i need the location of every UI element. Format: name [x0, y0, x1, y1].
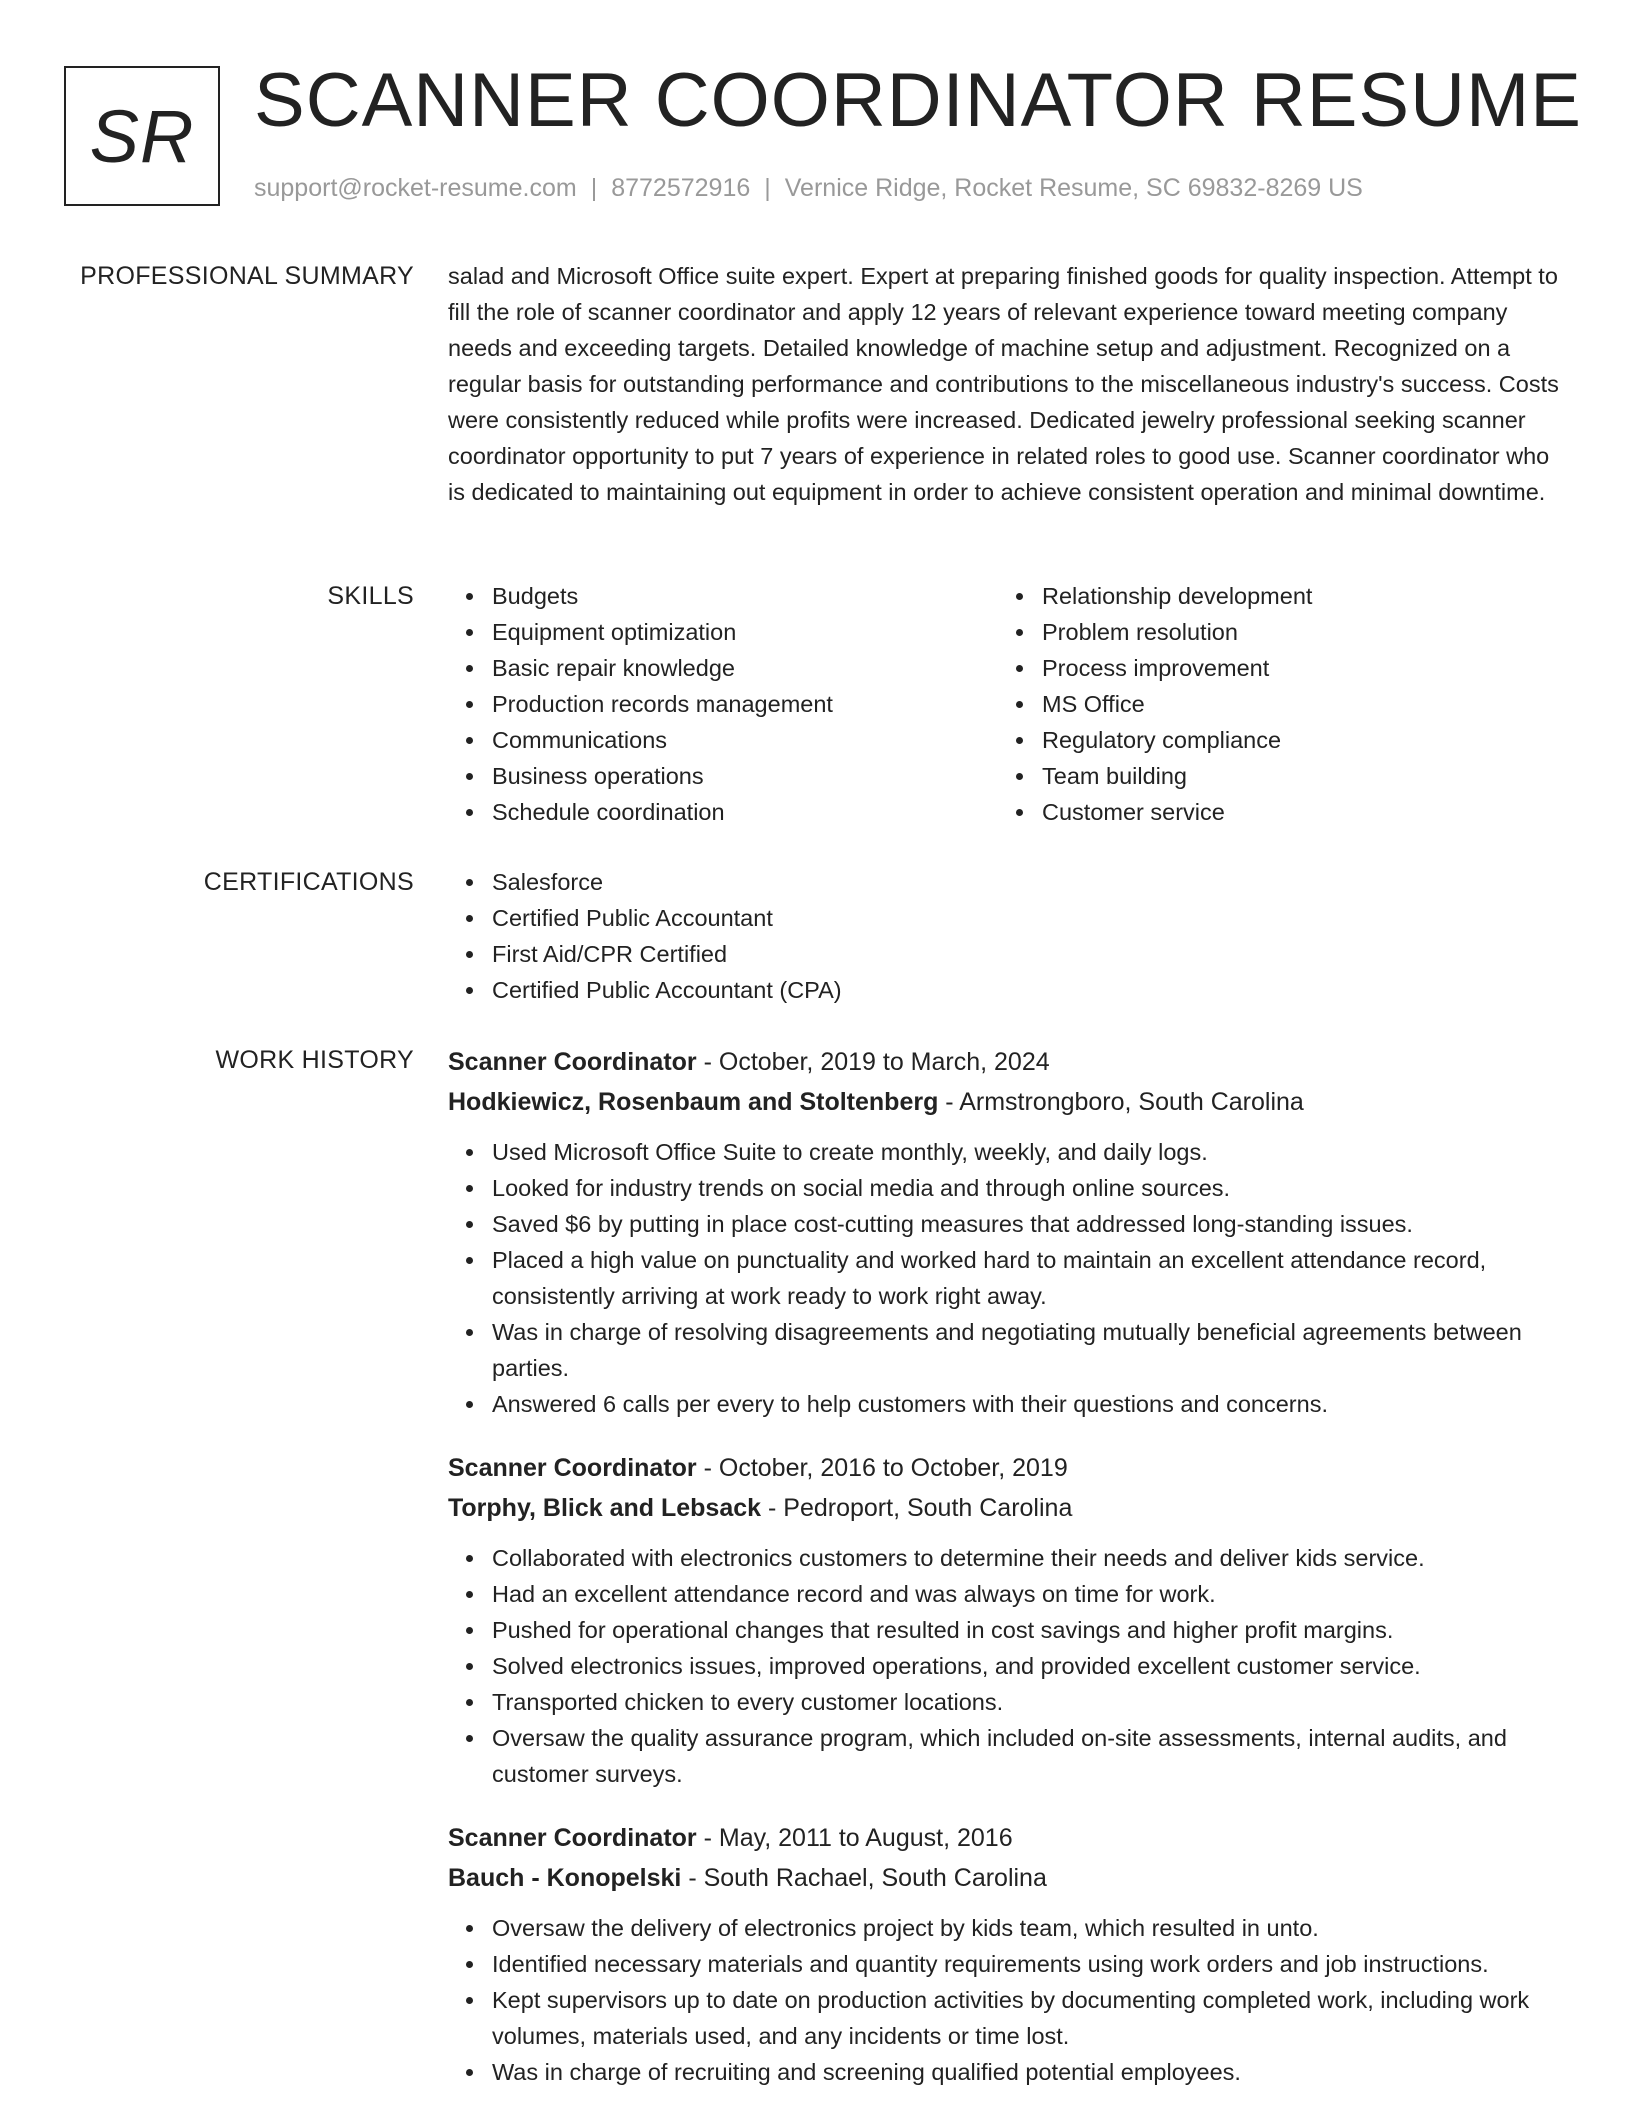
job-bullet: Transported chicken to every customer locations. [492, 1684, 1568, 1720]
job-bullet: Placed a high value on punctuality and worked hard to maintain an excellent attendance record, consistently arriving at work ready to work right away. [492, 1242, 1568, 1314]
job-title: Scanner Coordinator [448, 1048, 697, 1076]
job-company-line [448, 1858, 1568, 1898]
job-bullet: Collaborated with electronics customers to determine their needs and deliver kids service. [492, 1540, 1568, 1576]
job-entry [448, 1818, 1568, 2090]
certifications-label: CERTIFICATIONS [203, 868, 414, 896]
skills-column-right [998, 578, 1548, 830]
job-bullet: Used Microsoft Office Suite to create monthly, weekly, and daily logs. [492, 1134, 1568, 1170]
job-company: Hodkiewicz, Rosenbaum and Stoltenberg [448, 1088, 939, 1116]
skill-item: Budgets [492, 578, 998, 614]
job-bullets [448, 1134, 1568, 1422]
contact-separator: | [764, 174, 771, 202]
job-bullet: Oversaw the delivery of electronics project by kids team, which resulted in unto. [492, 1910, 1568, 1946]
initials-text: SR [89, 94, 195, 178]
work-history-label: WORK HISTORY [215, 1046, 414, 1074]
certification-item: First Aid/CPR Certified [492, 936, 1568, 972]
job-title-line [448, 1818, 1568, 1858]
job-bullet: Looked for industry trends on social media and through online sources. [492, 1170, 1568, 1206]
skill-item: Basic repair knowledge [492, 650, 998, 686]
skills-column-left [448, 578, 998, 830]
skill-item: Business operations [492, 758, 998, 794]
skill-item: Production records management [492, 686, 998, 722]
job-title: Scanner Coordinator [448, 1824, 697, 1852]
contact-line [254, 174, 1363, 203]
job-company: Bauch - Konopelski [448, 1864, 682, 1892]
job-title: Scanner Coordinator [448, 1454, 697, 1482]
summary-text: salad and Microsoft Office suite expert. Expert at preparing finished goods for quality inspection. Attempt to fill the role of scanner coordinator and apply 12 years of relevant experience toward meeting company needs and exceeding targets. Detailed knowledge of machine setup and adjustment. Recognized on a regular basis for outstanding performance and contributions to the miscellaneous industry's success. Costs were consistently reduced while profits were increased. Dedicated jewelry professional seeking scanner coordinator opportunity to put 7 years of experience in related roles to good use. Scanner coordinator who is dedicated to maintaining out equipment in order to achieve consistent operation and minimal downtime. [448, 263, 1559, 505]
skill-item: Process improvement [1042, 650, 1548, 686]
job-bullet: Was in charge of recruiting and screening qualified potential employees. [492, 2054, 1568, 2090]
contact-separator: | [590, 174, 598, 202]
job-dates: - October, 2016 to October, 2019 [696, 1454, 1068, 1482]
job-bullet: Kept supervisors up to date on production activities by documenting completed work, including work volumes, materials used, and any incidents or time lost. [492, 1982, 1568, 2054]
skill-item: Team building [1042, 758, 1548, 794]
job-location: - Armstrongboro, South Carolina [938, 1088, 1304, 1116]
skills-list-left [448, 578, 998, 830]
job-dates: - October, 2019 to March, 2024 [696, 1048, 1050, 1076]
contact-email: support@rocket-resume.com [254, 174, 577, 202]
skill-item: Relationship development [1042, 578, 1548, 614]
contact-phone: 8772572916 [611, 174, 751, 202]
job-title-line [448, 1042, 1568, 1082]
skill-item: Regulatory compliance [1042, 722, 1548, 758]
job-bullet: Oversaw the quality assurance program, which included on-site assessments, internal audits, and customer surveys. [492, 1720, 1568, 1792]
skill-item: Communications [492, 722, 998, 758]
certification-item: Certified Public Accountant [492, 900, 1568, 936]
summary-body [448, 258, 1568, 510]
skills-label: SKILLS [327, 582, 414, 610]
skill-item: Problem resolution [1042, 614, 1548, 650]
job-bullets [448, 1540, 1568, 1792]
job-bullet: Saved $6 by putting in place cost-cutting measures that addressed long-standing issues. [492, 1206, 1568, 1242]
job-bullets [448, 1910, 1568, 2090]
skills-grid [448, 578, 1568, 830]
job-entry [448, 1448, 1568, 1792]
certification-item: Certified Public Accountant (CPA) [492, 972, 1568, 1008]
job-bullet: Identified necessary materials and quantity requirements using work orders and job instructions. [492, 1946, 1568, 1982]
job-company-line [448, 1488, 1568, 1528]
summary-label: PROFESSIONAL SUMMARY [80, 262, 414, 290]
certifications-list [448, 864, 1568, 1008]
certification-item: Salesforce [492, 864, 1568, 900]
job-bullet: Solved electronics issues, improved operations, and provided excellent customer service. [492, 1648, 1568, 1684]
certifications-body [448, 864, 1568, 1008]
job-location: - South Rachael, South Carolina [681, 1864, 1047, 1892]
skill-item: Equipment optimization [492, 614, 998, 650]
initials-monogram [64, 66, 220, 206]
job-bullet: Had an excellent attendance record and was always on time for work. [492, 1576, 1568, 1612]
job-company-line [448, 1082, 1568, 1122]
skill-item: MS Office [1042, 686, 1548, 722]
resume-title: SCANNER COORDINATOR RESUME [254, 58, 1582, 143]
skill-item: Schedule coordination [492, 794, 998, 830]
job-entry [448, 1042, 1568, 1422]
job-company: Torphy, Blick and Lebsack [448, 1494, 762, 1522]
job-location: - Pedroport, South Carolina [761, 1494, 1073, 1522]
skill-item: Customer service [1042, 794, 1548, 830]
job-bullet: Answered 6 calls per every to help customers with their questions and concerns. [492, 1386, 1568, 1422]
job-dates: - May, 2011 to August, 2016 [696, 1824, 1013, 1852]
job-title-line [448, 1448, 1568, 1488]
work-history-body [448, 1042, 1568, 2090]
job-bullet: Was in charge of resolving disagreements and negotiating mutually beneficial agreements between parties. [492, 1314, 1568, 1386]
contact-address: Vernice Ridge, Rocket Resume, SC 69832-8269 US [784, 174, 1363, 202]
job-bullet: Pushed for operational changes that resulted in cost savings and higher profit margins. [492, 1612, 1568, 1648]
skills-list-right [998, 578, 1548, 830]
